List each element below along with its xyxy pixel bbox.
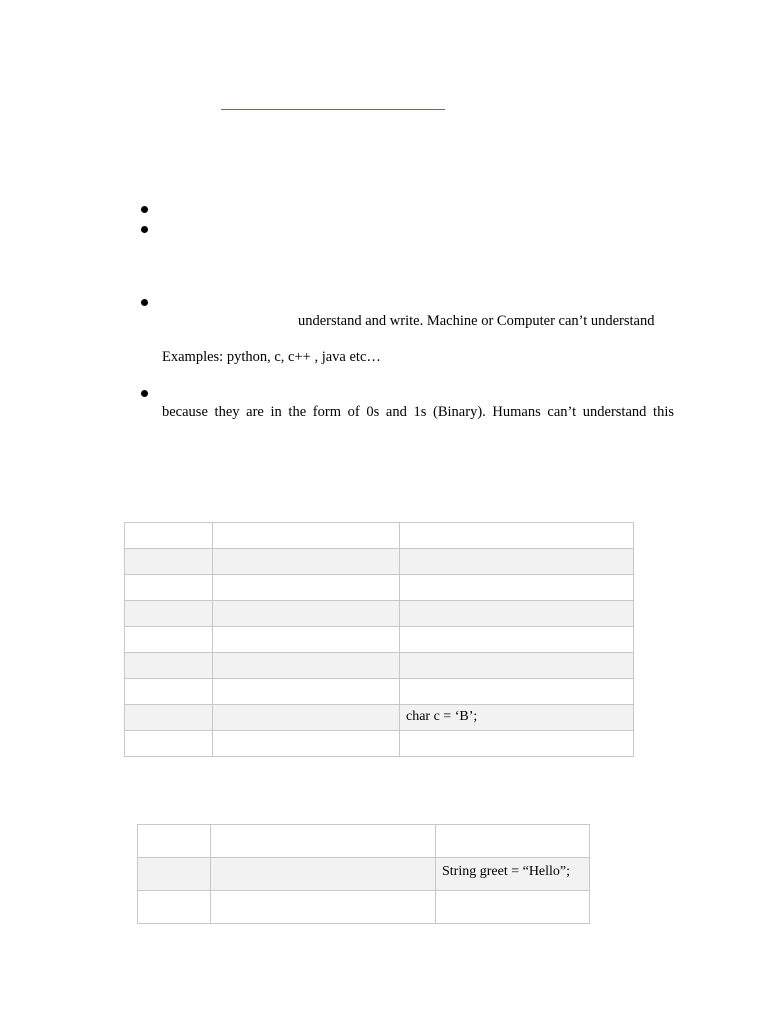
table-cell: [138, 858, 211, 891]
table-cell: [211, 825, 436, 858]
table-row: [125, 627, 634, 653]
low-level-language-text: because they are in the form of 0s and 1s (Binary). Humans can’t understand this: [162, 404, 674, 420]
table-row: [125, 601, 634, 627]
examples-text: Examples: python, c, c++ , java etc…: [162, 349, 381, 365]
table-cell: [125, 575, 213, 601]
table-cell: [213, 653, 400, 679]
bullet-3: [141, 299, 148, 306]
table-cell: [400, 575, 634, 601]
table-cell: [400, 549, 634, 575]
table-row: [125, 523, 634, 549]
data-types-table: [124, 522, 634, 757]
table-cell: [400, 653, 634, 679]
table-cell: [213, 523, 400, 549]
table-row: [125, 549, 634, 575]
high-level-language-text: understand and write. Machine or Computer can’t understand: [298, 313, 655, 329]
table-cell: [213, 705, 400, 731]
bullet-2: [141, 226, 148, 233]
table-cell: [125, 601, 213, 627]
table-cell: [400, 731, 634, 757]
table-cell: [213, 731, 400, 757]
table-cell: [125, 523, 213, 549]
table-cell: [138, 825, 211, 858]
table-row: [138, 891, 590, 924]
table-cell: String greet = “Hello”;: [436, 858, 590, 891]
bullet-4: [141, 390, 148, 397]
table-cell: [213, 679, 400, 705]
table-cell: [213, 575, 400, 601]
hyperlink-underline[interactable]: [221, 109, 445, 110]
table-cell: [211, 858, 436, 891]
table-cell: [211, 891, 436, 924]
table-cell: [138, 891, 211, 924]
table-cell: char c = ‘B’;: [400, 705, 634, 731]
table-cell: [125, 705, 213, 731]
table-cell: [213, 549, 400, 575]
table-row: [125, 705, 634, 731]
table-row: [125, 575, 634, 601]
table-row: [125, 731, 634, 757]
table-cell: [125, 679, 213, 705]
table-cell: [213, 627, 400, 653]
table-row: [138, 858, 590, 891]
table-row: [125, 679, 634, 705]
table-cell: [436, 825, 590, 858]
table-cell: [400, 523, 634, 549]
table-cell: [400, 679, 634, 705]
table-cell: [400, 601, 634, 627]
table-cell: [125, 731, 213, 757]
table-cell: [125, 627, 213, 653]
table-cell: [125, 653, 213, 679]
table-row: [138, 825, 590, 858]
table-cell: [125, 549, 213, 575]
table-cell: [436, 891, 590, 924]
table-cell: [213, 601, 400, 627]
table-cell: [400, 627, 634, 653]
table-row: [125, 653, 634, 679]
string-table: [137, 824, 590, 924]
bullet-1: [141, 206, 148, 213]
